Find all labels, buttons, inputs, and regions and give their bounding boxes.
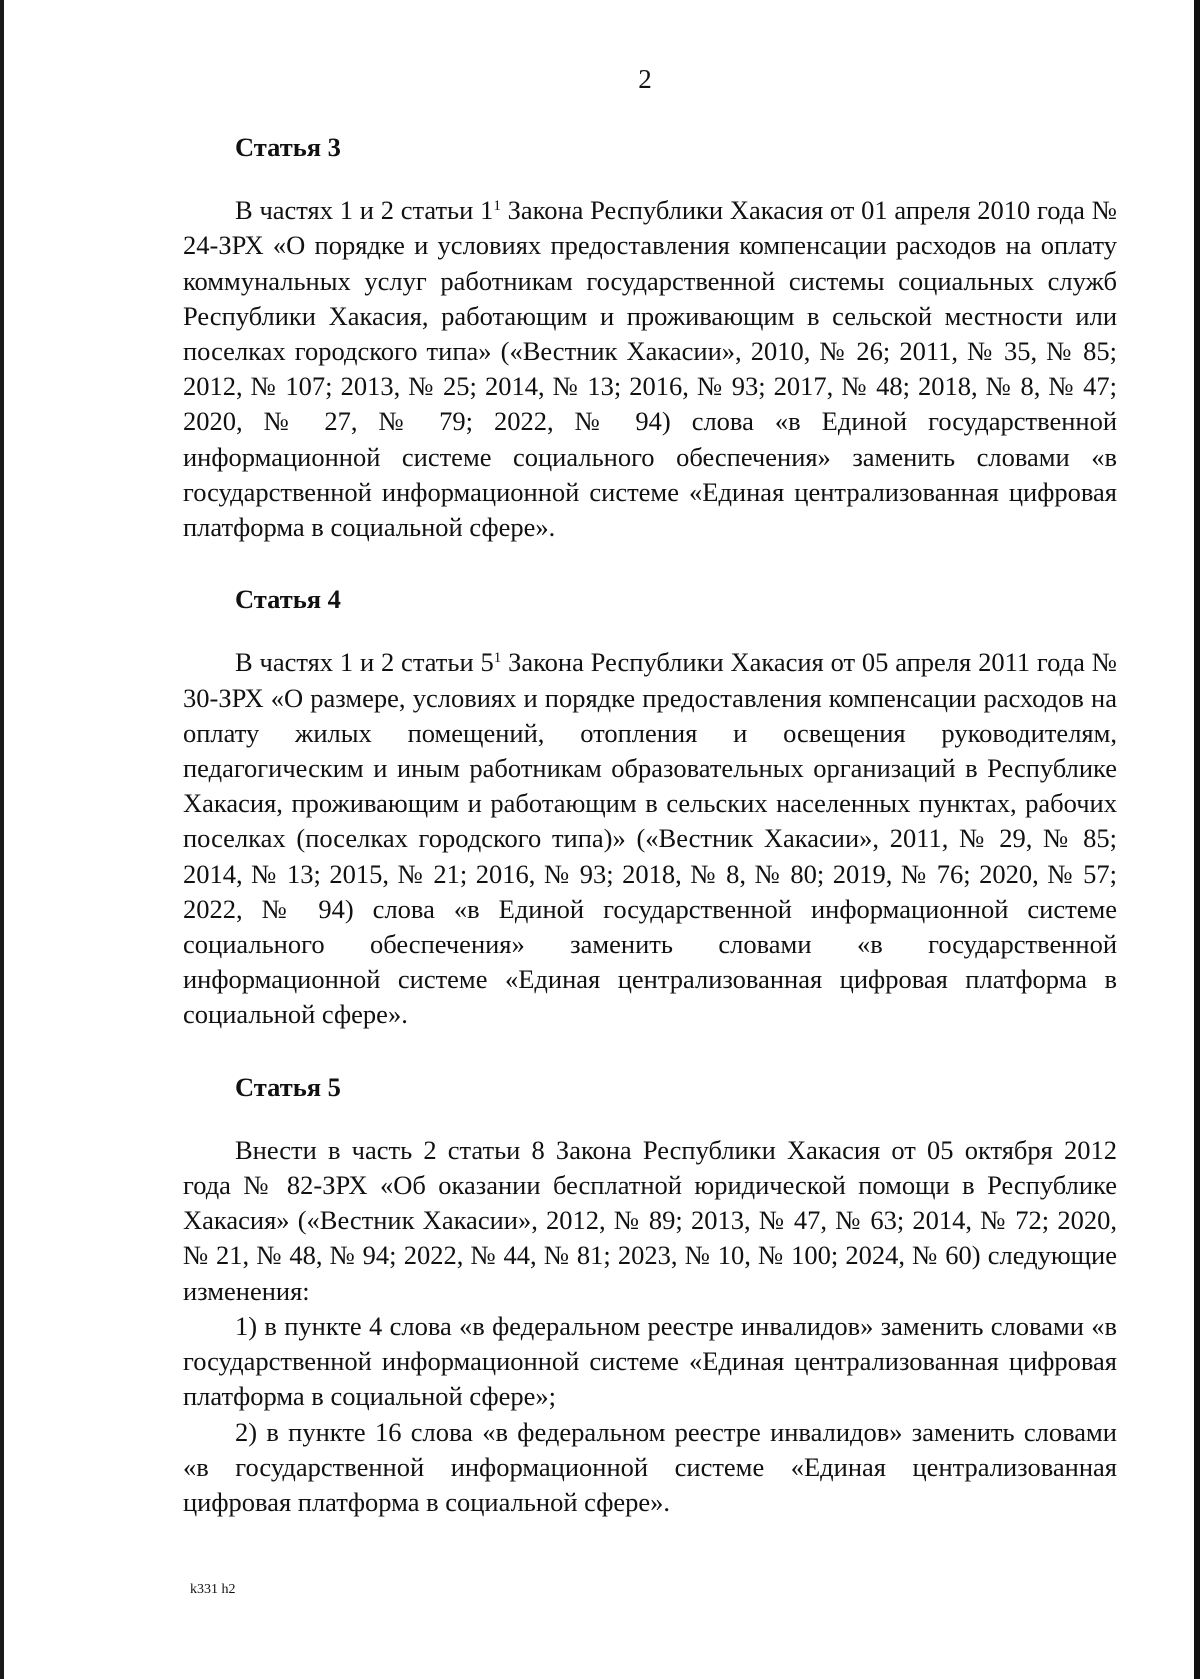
page-number: 2: [638, 64, 652, 94]
article-3-text: [183, 193, 1117, 545]
scan-right-edge: [1194, 0, 1200, 1679]
article-3-text-start: В частях 1 и 2 статьи 1: [235, 195, 494, 226]
article-3-text-rest: Закона Республики Хакасия от 01 апреля 2010 года № 24-ЗРХ «О порядке и условиях предоставления компенсации расходов на оплату коммунальных услуг работникам государственной системы социальных служб Республики Хакасия, работающим и проживающим в сельской местности или поселках городского типа» («Вестник Хакасии», 2010, № 26; 2011, № 35, № 85; 2012, № 107; 2013, № 25; 2014, № 13; 2016, № 93; 2017, № 48; 2018, № 8, № 47; 2020, № 27, № 79; 2022, № 94) слова «в Единой государственной информационной системе социального обеспечения» заменить словами «в государственной информационной системе «Единая централизованная цифровая платформа в социальной сфере».: [183, 195, 1117, 543]
scan-left-edge: [0, 0, 4, 1679]
article-4-text-rest: Закона Республики Хакасия от 05 апреля 2011 года № 30-ЗРХ «О размере, условиях и порядке предоставления компенсации расходов на оплату жилых помещений, отопления и освещения руководителям, педагогическим и иным работникам образовательных организаций в Республике Хакасия, проживающим и работающим в сельских населенных пунктах, рабочих поселках (поселках городского типа)» («Вестник Хакасии», 2011, № 29, № 85; 2014, № 13; 2015, № 21; 2016, № 93; 2018, № 8, № 80; 2019, № 76; 2020, № 57; 2022, № 94) слова «в Единой государственной информационной системе социального обеспечения» заменить словами «в государственной информационной системе «Единая централизованная цифровая платформа в социальной сфере».: [183, 647, 1117, 1030]
document-code: k331 h2: [190, 1582, 236, 1597]
article-5-item-2: 2) в пункте 16 слова «в федеральном реестре инвалидов» заменить словами «в государственной информационной системе «Единая централизованная цифровая платформа в социальной сфере».: [183, 1416, 1117, 1517]
article-4-text-start: В частях 1 и 2 статьи 5: [235, 647, 494, 678]
article-3-superscript: 1: [493, 198, 501, 215]
article-5-item-1: 1) в пункте 4 слова «в федеральном реестре инвалидов» заменить словами «в государственной информационной системе «Единая централизованная цифровая платформа в социальной сфере»;: [183, 1310, 1117, 1412]
document-body: [183, 130, 1117, 1520]
article-5-intro: Внести в часть 2 статьи 8 Закона Республики Хакасия от 05 октября 2012 года № 82-ЗРХ «Об оказании бесплатной юридической помощи в Республике Хакасия» («Вестник Хакасии», 2012, № 89; 2013, № 47, № 63; 2014, № 72; 2020, № 21, № 48, № 94; 2022, № 44, № 81; 2023, № 10, № 100; 2024, № 60) следующие изменения:: [183, 1134, 1117, 1306]
article-4-superscript: 1: [493, 650, 502, 667]
article-3-heading: Статья 3: [235, 132, 341, 162]
article-4-heading: Статья 4: [235, 584, 341, 615]
article-5-heading: Статья 5: [235, 1071, 341, 1102]
article-4-text: [183, 645, 1117, 1032]
